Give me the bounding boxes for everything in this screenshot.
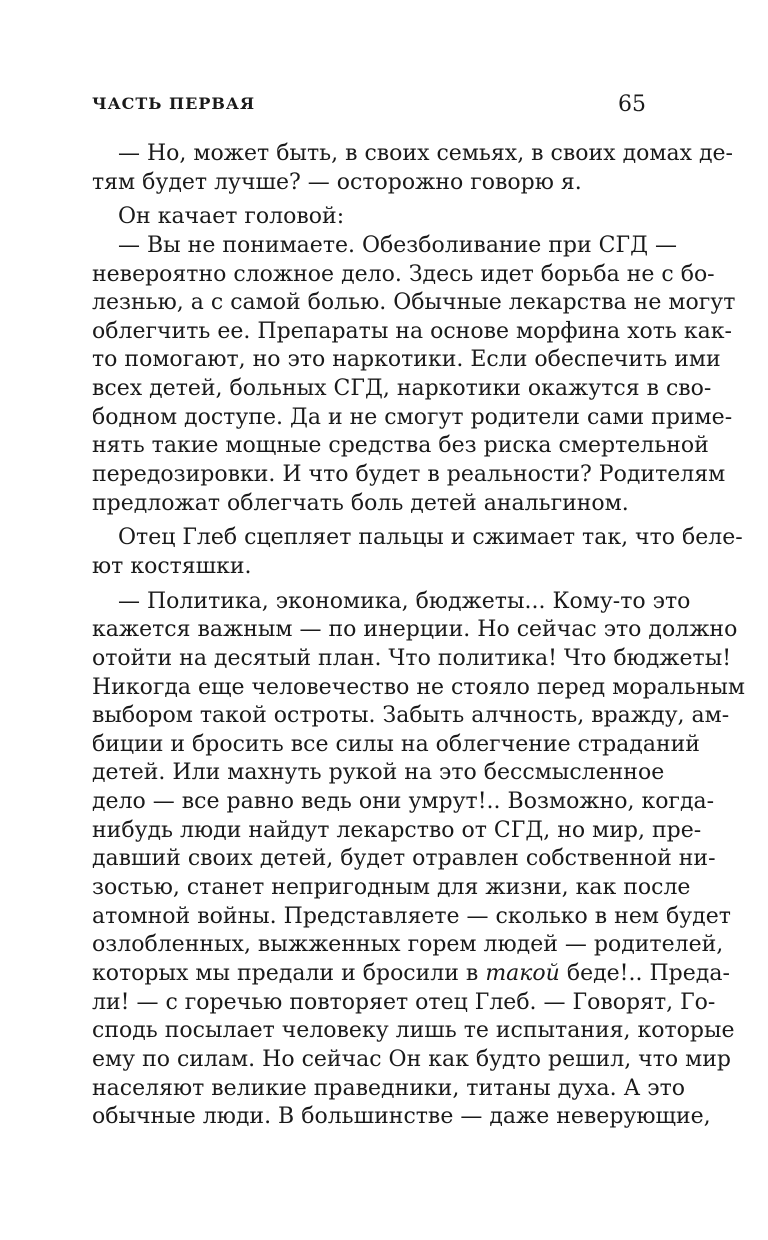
text-line: атомной войны. Представляете — сколько в нем будет xyxy=(92,903,731,929)
text-segment: которых мы предали и бросили в xyxy=(92,960,486,986)
text-line: невероятно сложное дело. Здесь идет борьба не с бо- xyxy=(92,261,715,287)
text-line: облегчить ее. Препараты на основе морфина хоть как- xyxy=(92,318,732,344)
text-line: зостью, станет непригодным для жизни, как после xyxy=(92,875,691,901)
text-line: бодном доступе. Да и не смогут родители сами приме- xyxy=(92,404,733,430)
text-line: населяют великие праведники, титаны духа. А это xyxy=(92,1075,685,1101)
text-line: выбором такой остроты. Забыть алчность, вражду, ам- xyxy=(92,703,730,729)
text-line: то помогают, но это наркотики. Если обеспечить ими xyxy=(92,347,721,373)
text-line: нибудь люди найдут лекарство от СГД, но мир, пре- xyxy=(92,817,702,843)
text-line: Отец Глеб сцепляет пальцы и сжимает так, что беле- xyxy=(118,525,743,551)
page-number: 65 xyxy=(618,92,646,117)
text-line: — Вы не понимаете. Обезболивание при СГД — xyxy=(118,232,677,258)
text-line: дело — все равно ведь они умрут!.. Возможно, когда- xyxy=(92,789,715,815)
text-line: Никогда еще человечество не стояло перед моральным xyxy=(92,674,746,700)
text-line: ли! — с горечью повторяет отец Глеб. — Говорят, Го- xyxy=(92,989,716,1015)
text-line: отойти на десятый план. Что политика! Что бюджеты! xyxy=(92,645,732,671)
text-line: биции и бросить все силы на облегчение страданий xyxy=(92,731,700,757)
text-line: передозировки. И что будет в реальности? Родителям xyxy=(92,462,726,488)
text-line: давший своих детей, будет отравлен собственной ни- xyxy=(92,846,716,872)
text-line: — Но, может быть, в своих семьях, в своих домах де- xyxy=(118,141,733,166)
text-line: ют костяшки. xyxy=(92,553,252,579)
text-line: ему по силам. Но сейчас Он как будто решил, что мир xyxy=(92,1046,731,1072)
text-line: нять такие мощные средства без риска смертельной xyxy=(92,433,709,459)
text-line: предложат облегчать боль детей анальгином. xyxy=(92,490,629,516)
text-line: тям будет лучше? — осторожно говорю я. xyxy=(92,169,582,195)
body-text xyxy=(92,140,746,1132)
text-line: — Политика, экономика, бюджеты... Кому-то это xyxy=(118,588,691,614)
text-segment: беде!.. Преда- xyxy=(559,960,730,986)
text-line xyxy=(92,960,730,989)
text-line: лезнью, а с самой болью. Обычные лекарства не могут xyxy=(92,290,736,316)
text-line: всех детей, больных СГД, наркотики окажутся в сво- xyxy=(92,376,712,402)
text-line: озлобленных, выжженных горем людей — родителей, xyxy=(92,932,724,958)
text-line: обычные люди. В большинстве — даже неверующие, xyxy=(92,1104,711,1130)
text-line: кажется важным — по инерции. Но сейчас это должно xyxy=(92,617,738,643)
text-line: Он качает головой: xyxy=(118,204,345,230)
text-line: детей. Или махнуть рукой на это бессмысленное xyxy=(92,760,665,786)
italic-emphasis: такой xyxy=(485,960,560,986)
running-title: ЧАСТЬ ПЕРВАЯ xyxy=(92,94,256,113)
text-line: сподь посылает человеку лишь те испытания, которые xyxy=(92,1018,735,1044)
